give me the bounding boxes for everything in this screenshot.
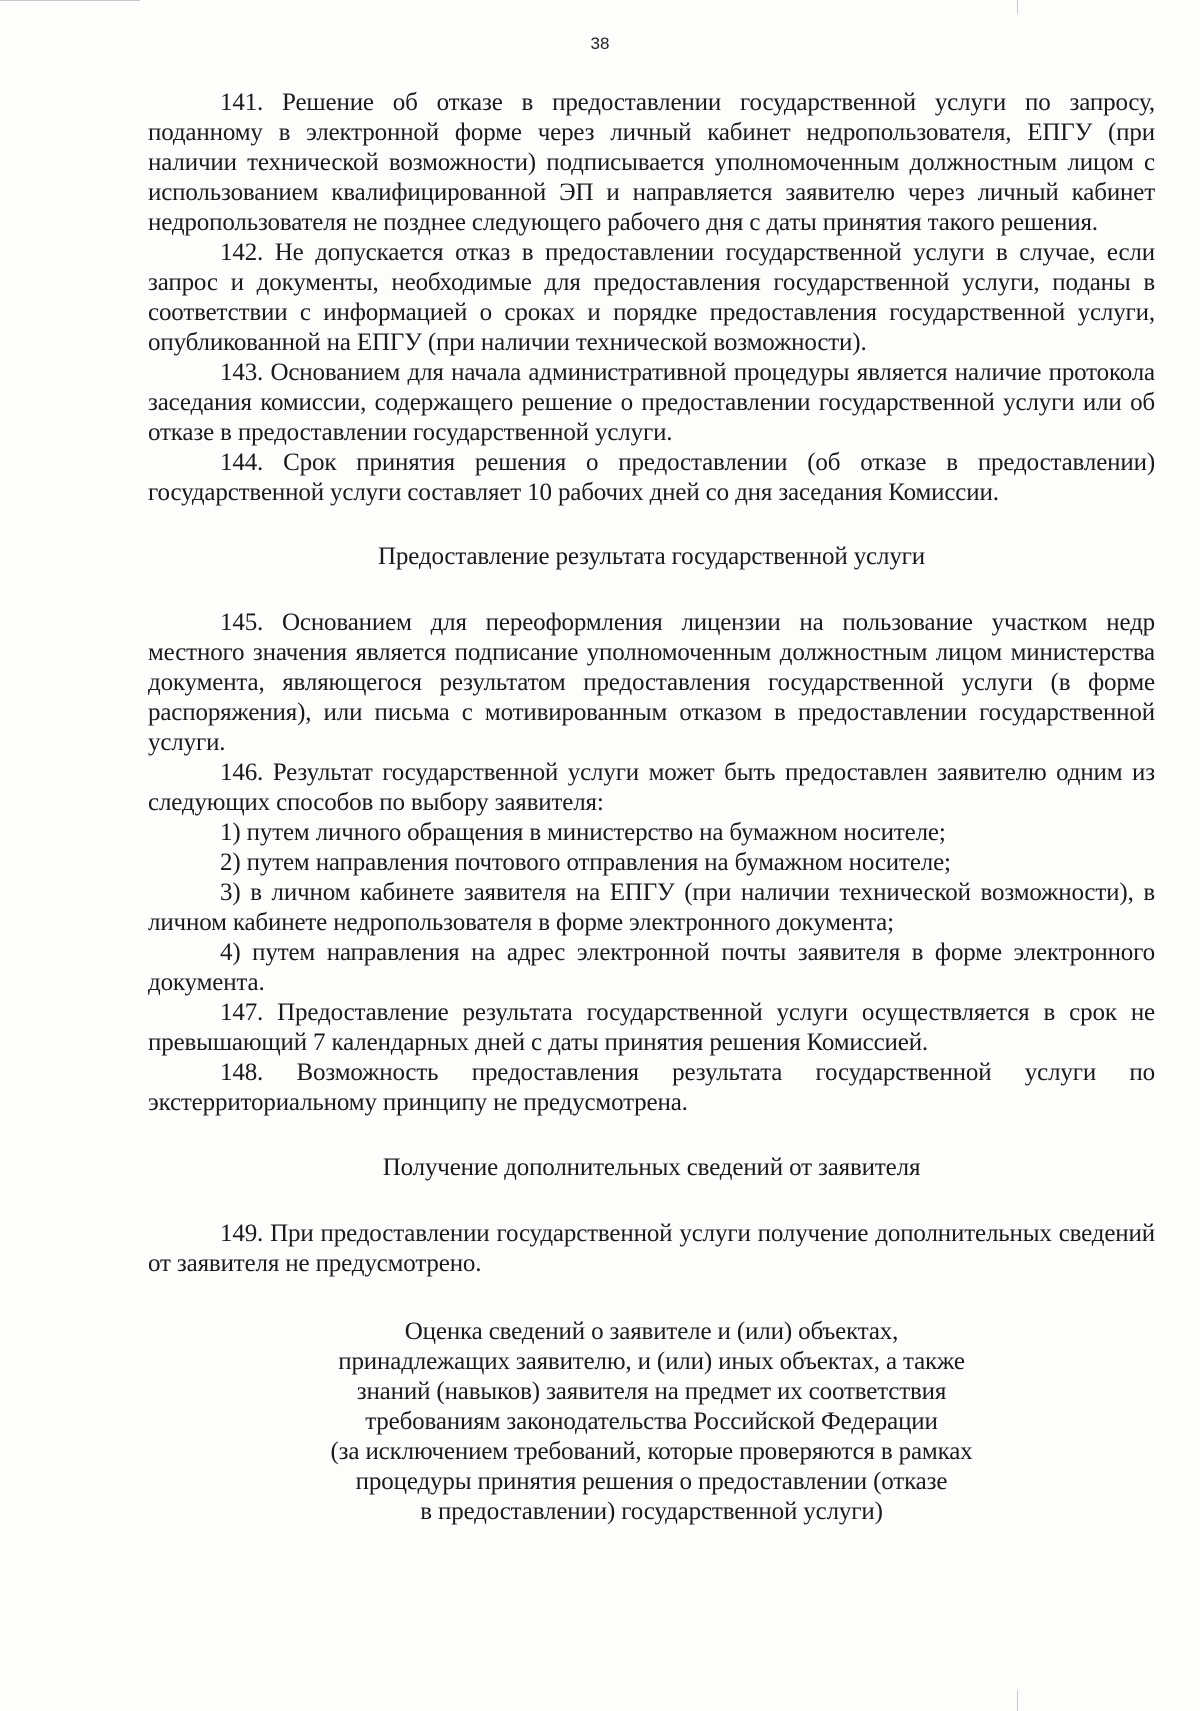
paragraph-142: 142. Не допускается отказ в предоставлении государственной услуги в случае, если запрос и документы, необходимые для предоставления государственной услуги, поданы в соответствии с информацией о сроках и порядке предоставления государственной услуги, опубликованной на ЕПГУ (при наличии технической возможности). xyxy=(148,239,1155,356)
section-heading-additional-info: Получение дополнительных сведений от заявителя xyxy=(382,1154,921,1181)
paragraph-145: 145. Основанием для переоформления лицензии на пользование участком недр местного значения является подписание уполномоченным должностным лицом министерства документа, являющегося результатом предоставления государственной услуги (в форме распоряжения), или письма с мотивированным отказом в предоставлении государственной услуги. xyxy=(148,609,1155,756)
heading-line: (за исключением требований, которые проверяются в рамках xyxy=(330,1438,973,1465)
scan-edge-mark-bottom xyxy=(1017,1690,1018,1711)
paragraph-148: 148. Возможность предоставления результата государственной услуги по экстерриториальному принципу не предусмотрена. xyxy=(148,1059,1155,1116)
heading-line: принадлежащих заявителю, и (или) иных объектах, а также xyxy=(338,1348,965,1375)
paragraph-141: 141. Решение об отказе в предоставлении государственной услуги по запросу, поданному в электронной форме через личный кабинет недропользователя, ЕПГУ (при наличии технической возможности) подписывается уполномоченным должностным лицом с использованием квалифицированной ЭП и направляется заявителю через личный кабинет недропользователя не позднее следующего рабочего дня с даты принятия такого решения. xyxy=(148,89,1155,236)
scan-edge-mark-top xyxy=(0,0,140,1)
list-item-1: 1) путем личного обращения в министерство на бумажном носителе; xyxy=(220,819,946,846)
page-number: 38 xyxy=(590,34,610,53)
paragraph-146: 146. Результат государственной услуги может быть предоставлен заявителю одним из следующих способов по выбору заявителя: xyxy=(148,759,1155,816)
document-body xyxy=(148,88,1155,1527)
section-heading-result: Предоставление результата государственной услуги xyxy=(378,543,925,570)
list-item-2: 2) путем направления почтового отправления на бумажном носителе; xyxy=(220,849,951,876)
heading-line: требованиям законодательства Российской Федерации xyxy=(365,1408,938,1435)
paragraph-149: 149. При предоставлении государственной услуги получение дополнительных сведений от заявителя не предусмотрено. xyxy=(148,1220,1155,1277)
section-heading-assessment xyxy=(148,1317,1155,1527)
scan-edge-mark-right xyxy=(1017,0,1018,14)
list-item-4: 4) путем направления на адрес электронной почты заявителя в форме электронного документа. xyxy=(148,939,1155,996)
paragraph-147: 147. Предоставление результата государственной услуги осуществляется в срок не превышающий 7 календарных дней с даты принятия решения Комиссией. xyxy=(148,999,1155,1056)
heading-line: процедуры принятия решения о предоставлении (отказе xyxy=(355,1468,948,1495)
heading-line: знаний (навыков) заявителя на предмет их соответствия xyxy=(356,1378,947,1405)
heading-line: Оценка сведений о заявителе и (или) объектах, xyxy=(404,1318,899,1345)
paragraph-143: 143. Основанием для начала административной процедуры является наличие протокола заседания комиссии, содержащего решение о предоставлении государственной услуги или об отказе в предоставлении государственной услуги. xyxy=(148,359,1155,446)
list-item-3: 3) в личном кабинете заявителя на ЕПГУ (при наличии технической возможности), в личном кабинете недропользователя в форме электронного документа; xyxy=(148,879,1155,936)
heading-line: в предоставлении) государственной услуги) xyxy=(420,1498,883,1525)
paragraph-144: 144. Срок принятия решения о предоставлении (об отказе в предоставлении) государственной услуги составляет 10 рабочих дней со дня заседания Комиссии. xyxy=(148,449,1155,506)
